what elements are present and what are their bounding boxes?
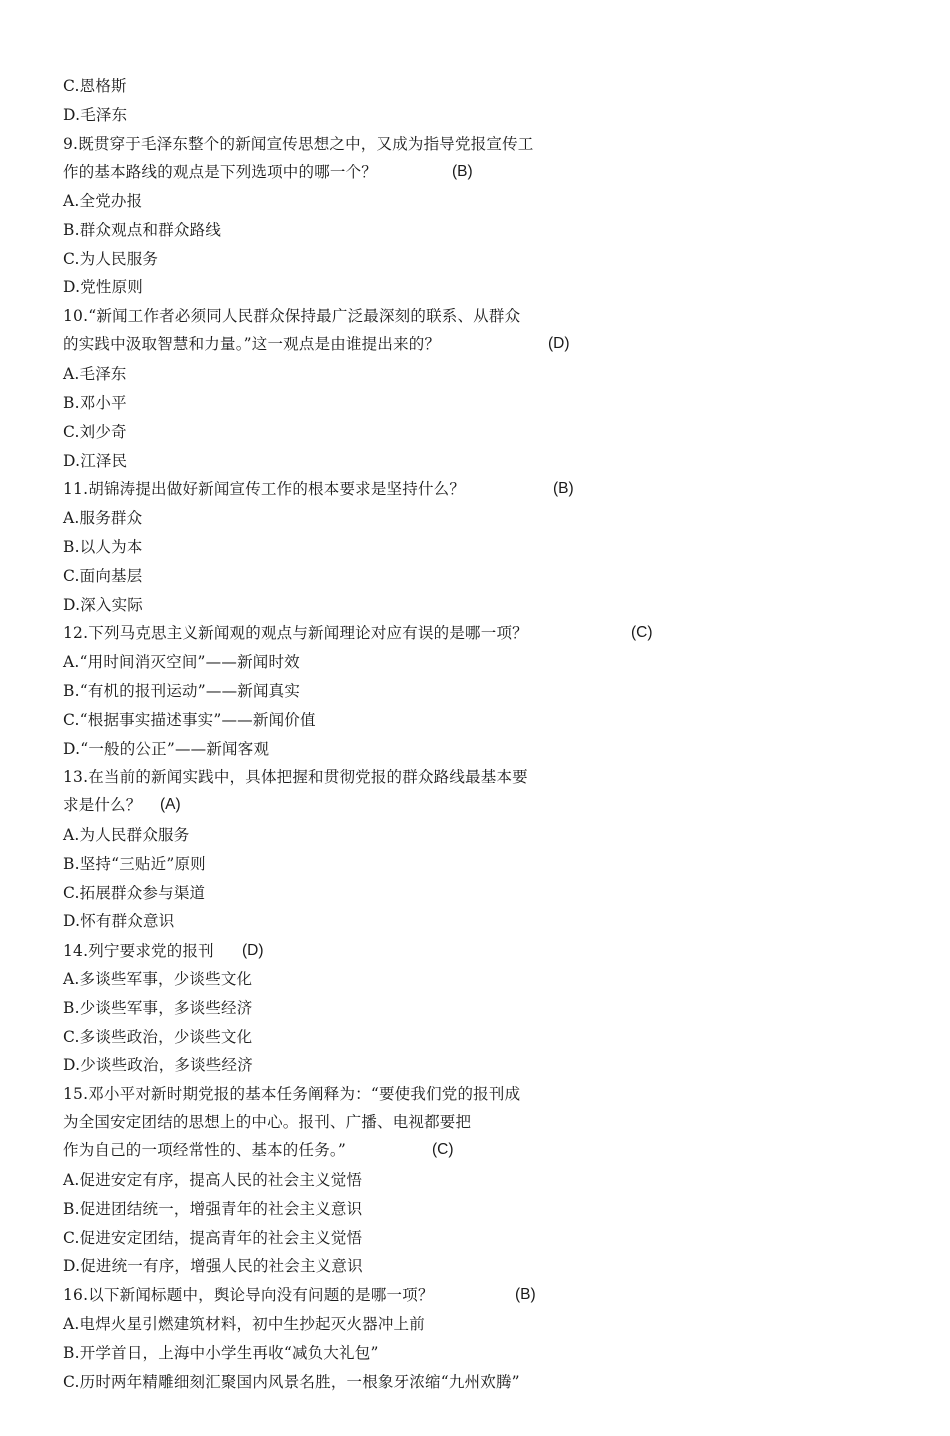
q13-option-b: B.坚持“三贴近”原则 (63, 855, 206, 873)
q9-text-line1: 9.既贯穿于毛泽东整个的新闻宣传思想之中，又成为指导党报宣传工 (63, 135, 534, 153)
q9-option-a: A.全党办报 (63, 192, 143, 210)
q14-answer: (D) (242, 942, 264, 959)
q15-answer: (C) (432, 1141, 454, 1158)
q9-text-line2: 作的基本路线的观点是下列选项中的哪一个？ (63, 163, 378, 181)
q16-option-a: A.电焊火星引燃建筑材料，初中生抄起灭火器冲上前 (63, 1315, 425, 1333)
q15-option-a: A.促进安定有序，提高人民的社会主义觉悟 (63, 1171, 363, 1189)
q11-text-line1: 11.胡锦涛提出做好新闻宣传工作的根本要求是坚持什么？ (63, 480, 466, 498)
q11-option-d: D.深入实际 (63, 596, 144, 614)
q12-option-b: B.“有机的报刊运动”——新闻真实 (63, 682, 301, 700)
q10-answer: (D) (548, 335, 570, 352)
q10-option-a: A.毛泽东 (63, 365, 127, 383)
q12-option-d: D.“一般的公正”——新闻客观 (63, 740, 270, 758)
q12-option-c: C.“根据事实描述事实”——新闻价值 (63, 711, 316, 729)
q16-option-c: C.历时两年精雕细刻汇聚国内风景名胜，一根象牙浓缩“九州欢腾” (63, 1373, 520, 1391)
q11-option-c: C.面向基层 (63, 567, 143, 585)
q8-option-d: D.毛泽东 (63, 106, 128, 124)
q10-option-b: B.邓小平 (63, 394, 127, 412)
q10-option-d: D.江泽民 (63, 452, 128, 470)
q10-option-c: C.刘少奇 (63, 423, 127, 441)
q11-option-a: A.服务群众 (63, 509, 143, 527)
q12-answer: (C) (631, 624, 653, 641)
q16-option-b: B.开学首日，上海中小学生再收“减负大礼包” (63, 1344, 379, 1362)
q14-option-a: A.多谈些军事，少谈些文化 (63, 970, 253, 988)
q9-option-d: D.党性原则 (63, 278, 144, 296)
q12-text-line1: 12.下列马克思主义新闻观的观点与新闻理论对应有误的是哪一项？ (63, 624, 528, 642)
q15-option-d: D.促进统一有序，增强人民的社会主义意识 (63, 1257, 363, 1275)
q16-answer: (B) (515, 1286, 536, 1303)
q15-option-c: C.促进安定团结，提高青年的社会主义觉悟 (63, 1229, 363, 1247)
q8-option-c: C.恩格斯 (63, 77, 127, 95)
q12-option-a: A.“用时间消灭空间”——新闻时效 (63, 653, 300, 671)
q9-option-b: B.群众观点和群众路线 (63, 221, 222, 239)
q13-answer: (A) (160, 796, 181, 813)
q14-text-line1: 14.列宁要求党的报刊 (63, 942, 214, 960)
q13-option-c: C.拓展群众参与渠道 (63, 884, 206, 902)
q10-text-line2: 的实践中汲取智慧和力量。”这一观点是由谁提出来的？ (63, 335, 441, 353)
q9-answer: (B) (452, 163, 473, 180)
q13-option-a: A.为人民群众服务 (63, 826, 190, 844)
q13-option-d: D.怀有群众意识 (63, 912, 175, 930)
q14-option-d: D.少谈些政治，多谈些经济 (63, 1056, 253, 1074)
q13-text-line2: 求是什么？ (63, 796, 142, 814)
q15-text-line2: 为全国安定团结的思想上的中心。报刊、广播、电视都要把 (63, 1113, 472, 1131)
q13-text-line1: 13.在当前的新闻实践中，具体把握和贯彻党报的群众路线最基本要 (63, 768, 528, 786)
q10-text-line1: 10.“新闻工作者必须同人民群众保持最广泛最深刻的联系、从群众 (63, 307, 521, 325)
q14-option-b: B.少谈些军事，多谈些经济 (63, 999, 253, 1017)
q11-option-b: B.以人为本 (63, 538, 143, 556)
q14-option-c: C.多谈些政治，少谈些文化 (63, 1028, 253, 1046)
q15-option-b: B.促进团结统一，增强青年的社会主义意识 (63, 1200, 363, 1218)
q15-text-line3: 作为自己的一项经常性的、基本的任务。” (63, 1141, 346, 1159)
q15-text-line1: 15.邓小平对新时期党报的基本任务阐释为：“要使我们党的报刊成 (63, 1085, 521, 1103)
q9-option-c: C.为人民服务 (63, 250, 159, 268)
q11-answer: (B) (553, 480, 574, 497)
q16-text-line1: 16.以下新闻标题中，舆论导向没有问题的是哪一项？ (63, 1286, 434, 1304)
